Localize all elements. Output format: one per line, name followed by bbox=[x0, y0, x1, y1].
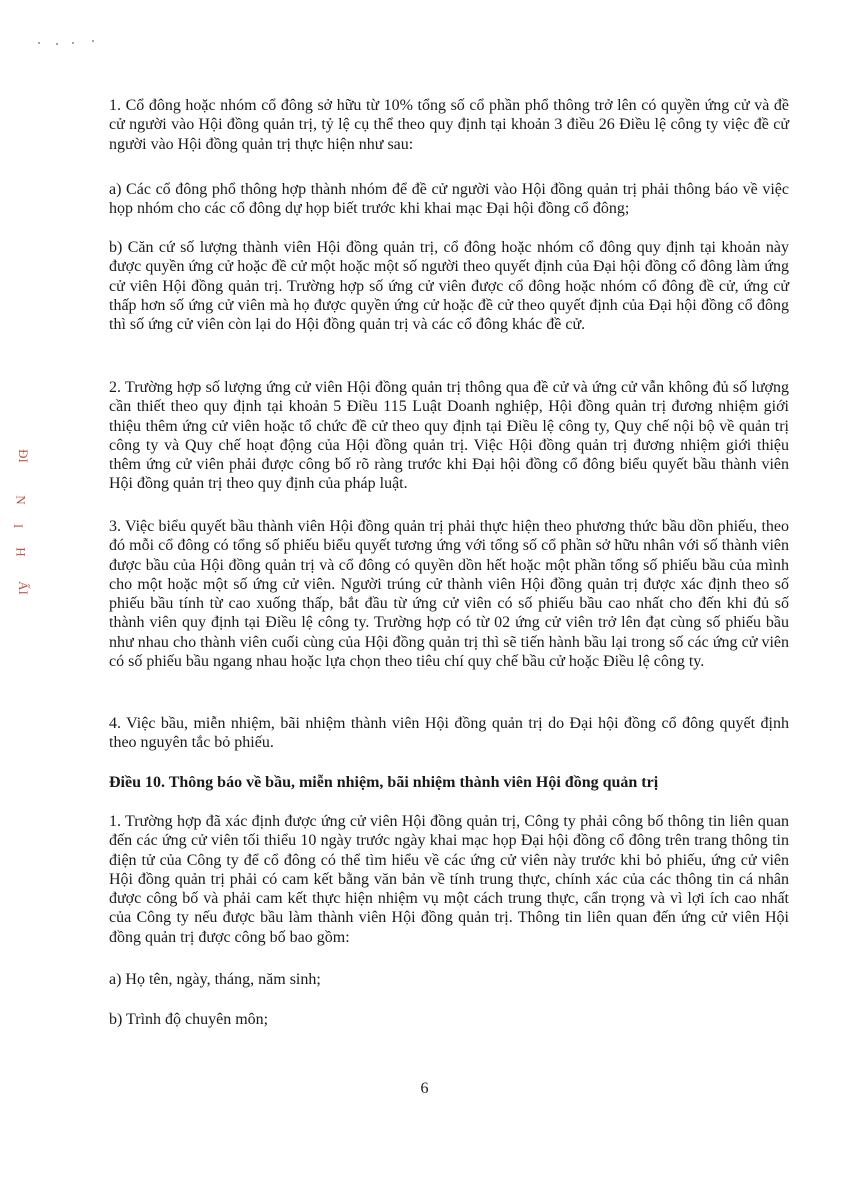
paragraph-2: 2. Trường hợp số lượng ứng cử viên Hội đồng quản trị thông qua đề cử và ứng cử vẫn không đủ số lượng cần thiết theo quy định tại khoản 5 Điều 115 Luật Doanh nghiệp, Hội đồng quản trị đương nhiệm giới thiệu thêm ứng cử viên hoặc tổ chức đề cử theo quy định tại Điều lệ công ty, Quy chế nội bộ về quản trị công ty và Quy chế hoạt động của Hội đồng quản trị. Việc Hội đồng quản trị đương nhiệm giới thiệu thêm ứng cử viên phải được công bố rõ ràng trước khi Đại hội đồng cổ đông biểu quyết bầu thành viên Hội đồng quản trị theo quy định của pháp luật. bbox=[109, 379, 789, 493]
paragraph-1: 1. Cổ đông hoặc nhóm cổ đông sở hữu từ 10% tổng số cổ phần phổ thông trở lên có quyền ứng cử và đề cử người vào Hội đồng quản trị, tỷ lệ cụ thể theo quy định tại khoản 3 điều 26 Điều lệ công ty việc đề cử người vào Hội đồng quản trị thực hiện như sau: bbox=[109, 97, 789, 153]
margin-stamp: ĐI N I H ẤI bbox=[11, 449, 31, 595]
paragraph-1b: b) Căn cứ số lượng thành viên Hội đồng quản trị, cổ đông hoặc nhóm cổ đông quy định tại khoản này được quyền ứng cử hoặc đề cử một hoặc một số người theo quyết định của Đại hội đồng cổ đông làm ứng cử viên Hội đồng quản trị. Trường hợp số ứng cử viên được cổ đông hoặc nhóm cổ đông đề cử, ứng cử thấp hơn số ứng cử viên mà họ được quyền ứng cử hoặc đề cử theo quyết định của Đại hội đồng cổ đông thì số ứng cử viên còn lại do Hội đồng quản trị và các cổ đông khác đề cử. bbox=[109, 239, 789, 334]
paragraph-4: 4. Việc bầu, miễn nhiệm, bãi nhiệm thành viên Hội đồng quản trị do Đại hội đồng cổ đông quyết định theo nguyên tắc bỏ phiếu. bbox=[109, 715, 789, 752]
scan-artifact bbox=[38, 38, 108, 48]
article10-item-a: a) Họ tên, ngày, tháng, năm sinh; bbox=[109, 971, 321, 988]
article-heading: Điều 10. Thông báo về bầu, miễn nhiệm, bãi nhiệm thành viên Hội đồng quản trị bbox=[109, 774, 659, 791]
article10-paragraph-1: 1. Trường hợp đã xác định được ứng cử viên Hội đồng quản trị, Công ty phải công bố thông tin liên quan đến các ứng cử viên tối thiểu 10 ngày trước ngày khai mạc họp Đại hội đồng cổ đông trên trang thông tin điện tử của Công ty để cổ đông có thể tìm hiểu về các ứng cử viên này trước khi bỏ phiếu, ứng cử viên Hội đồng quản trị phải có cam kết bằng văn bản về tính trung thực, chính xác của các thông tin cá nhân được công bố và phải cam kết thực hiện nhiệm vụ một cách trung thực, cẩn trọng và vì lợi ích cao nhất của Công ty nếu được bầu làm thành viên Hội đồng quản trị. Thông tin liên quan đến ứng cử viên Hội đồng quản trị được công bố bao gồm: bbox=[109, 813, 789, 946]
paragraph-3: 3. Việc biểu quyết bầu thành viên Hội đồng quản trị phải thực hiện theo phương thức bầu dồn phiếu, theo đó mỗi cổ đông có tổng số phiếu biểu quyết tương ứng với tổng số cổ phần sở hữu nhân với số thành viên được bầu của Hội đồng quản trị và cổ đông có quyền dồn hết hoặc một phần tổng số phiếu bầu của mình cho một hoặc một số ứng cử viên. Người trúng cử thành viên Hội đồng quản trị được xác định theo số phiếu bầu tính từ cao xuống thấp, bắt đầu từ ứng cử viên có số phiếu bầu cao nhất cho đến khi đủ số thành viên quy định tại Điều lệ công ty. Trường hợp có từ 02 ứng cử viên trở lên đạt cùng số phiếu bầu như nhau cho thành viên cuối cùng của Hội đồng quản trị thì sẽ tiến hành bầu lại trong số các ứng cử viên có số phiếu bầu ngang nhau hoặc lựa chọn theo tiêu chí quy chế bầu cử hoặc Điều lệ công ty. bbox=[109, 518, 789, 671]
paragraph-1a: a) Các cổ đông phổ thông hợp thành nhóm để đề cử người vào Hội đồng quản trị phải thông báo về việc họp nhóm cho các cổ đông dự họp biết trước khi khai mạc Đại hội đồng cổ đông; bbox=[109, 181, 789, 218]
page-number: 6 bbox=[420, 1080, 429, 1097]
article10-item-b: b) Trình độ chuyên môn; bbox=[109, 1011, 269, 1028]
